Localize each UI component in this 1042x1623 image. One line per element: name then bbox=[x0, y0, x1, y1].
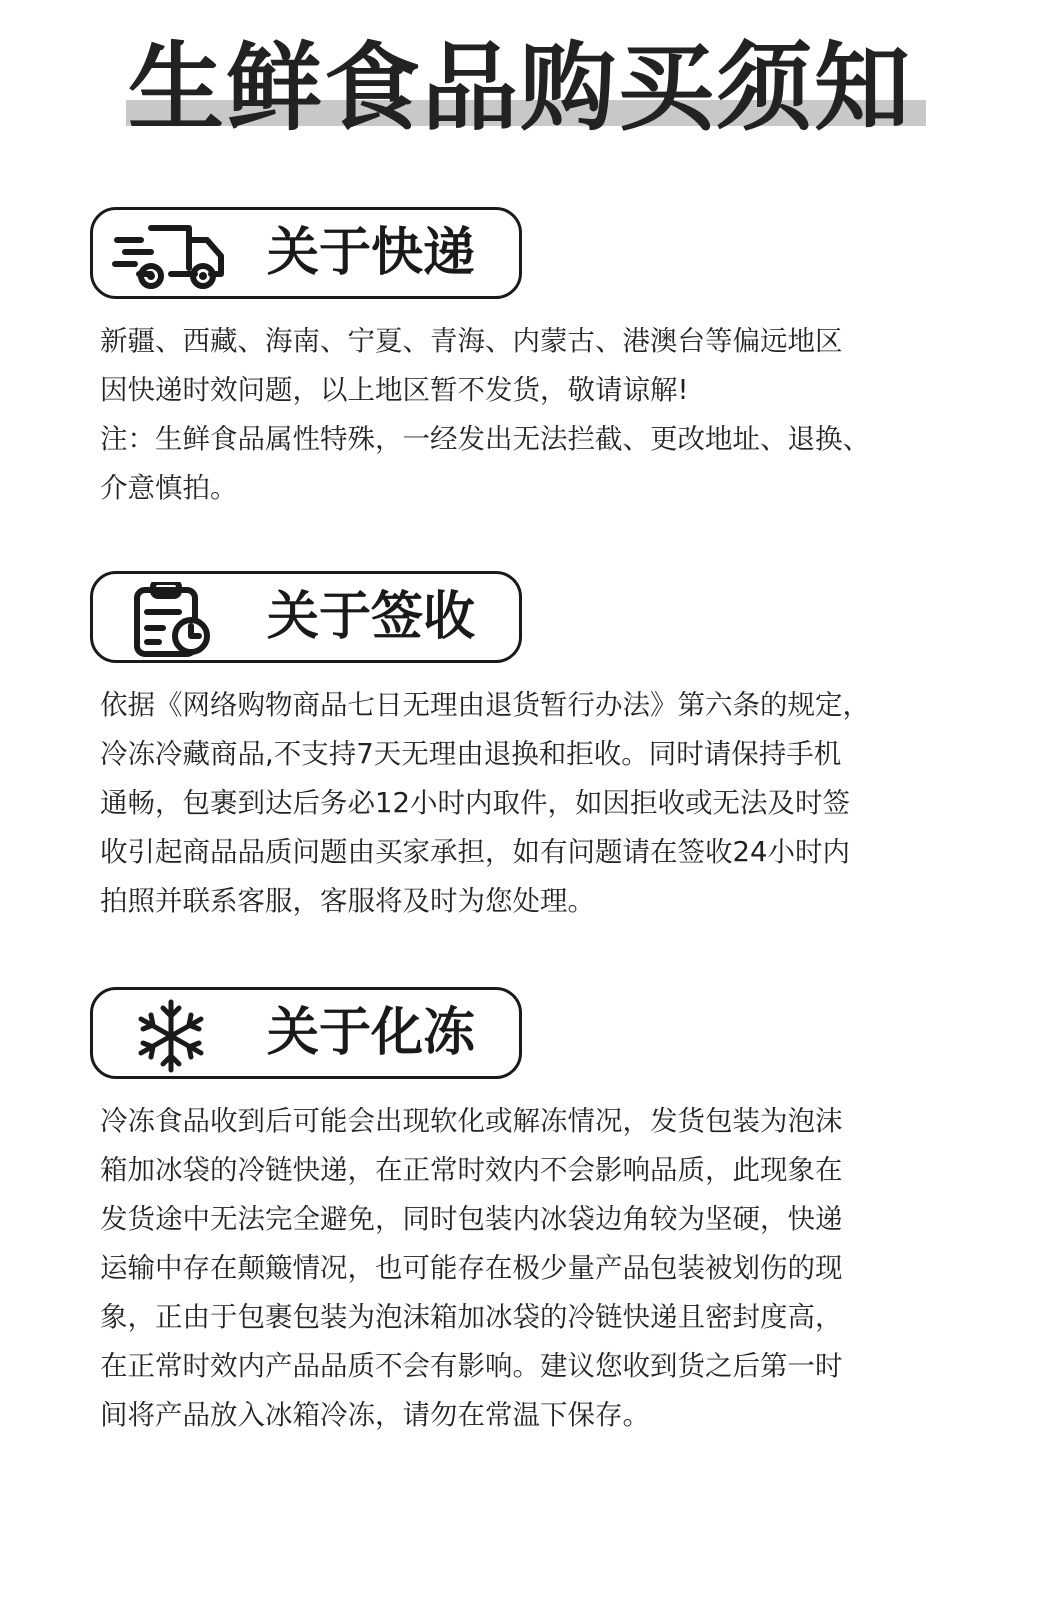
text-line: 因快递时效问题，以上地区暂不发货，敬请谅解! bbox=[100, 374, 689, 406]
section-heading-signing: 关于签收 bbox=[267, 587, 476, 647]
section-body-delivery bbox=[100, 317, 920, 513]
section-header-thawing bbox=[90, 987, 522, 1079]
text-line: 通畅，包裹到达后务必12小时内取件，如因拒收或无法及时签 bbox=[100, 787, 850, 819]
text-line: 新疆、西藏、海南、宁夏、青海、内蒙古、港澳台等偏远地区 bbox=[100, 325, 843, 357]
text-line: 注：生鲜食品属性特殊，一经发出无法拦截、更改地址、退换、 bbox=[100, 423, 870, 455]
section-header-signing bbox=[90, 571, 522, 663]
section-heading-delivery: 关于快递 bbox=[267, 223, 476, 283]
section-body-thawing bbox=[100, 1097, 920, 1440]
page-title: 生鲜食品购买须知 bbox=[128, 32, 912, 144]
text-line: 介意慎拍。 bbox=[100, 472, 238, 504]
text-line: 冷冻食品收到后可能会出现软化或解冻情况，发货包装为泡沫 bbox=[100, 1105, 843, 1137]
text-line: 间将产品放入冰箱冷冻，请勿在常温下保存。 bbox=[100, 1399, 650, 1431]
text-line: 箱加冰袋的冷链快递，在正常时效内不会影响品质，此现象在 bbox=[100, 1154, 843, 1186]
text-line: 拍照并联系客服，客服将及时为您处理。 bbox=[100, 885, 595, 917]
text-line: 依据《网络购物商品七日无理由退货暂行办法》第六条的规定， bbox=[100, 689, 870, 721]
clipboard-clock-icon bbox=[111, 582, 231, 654]
text-line: 冷冻冷藏商品,不支持7天无理由退换和拒收。同时请保持手机 bbox=[100, 738, 842, 770]
text-line: 收引起商品品质问题由买家承担，如有问题请在签收24小时内 bbox=[100, 836, 850, 868]
text-line: 发货途中无法完全避免，同时包装内冰袋边角较为坚硬，快递 bbox=[100, 1203, 843, 1235]
snowflake-icon bbox=[111, 998, 231, 1070]
section-header-delivery bbox=[90, 207, 522, 299]
delivery-truck-icon bbox=[111, 218, 231, 290]
section-body-signing bbox=[100, 681, 920, 926]
section-heading-thawing: 关于化冻 bbox=[267, 1003, 476, 1063]
text-line: 在正常时效内产品品质不会有影响。建议您收到货之后第一时 bbox=[100, 1350, 843, 1382]
text-line: 象，正由于包裹包装为泡沫箱加冰袋的冷链快递且密封度高， bbox=[100, 1301, 843, 1333]
text-line: 运输中存在颠簸情况，也可能存在极少量产品包装被划伤的现 bbox=[100, 1252, 843, 1284]
